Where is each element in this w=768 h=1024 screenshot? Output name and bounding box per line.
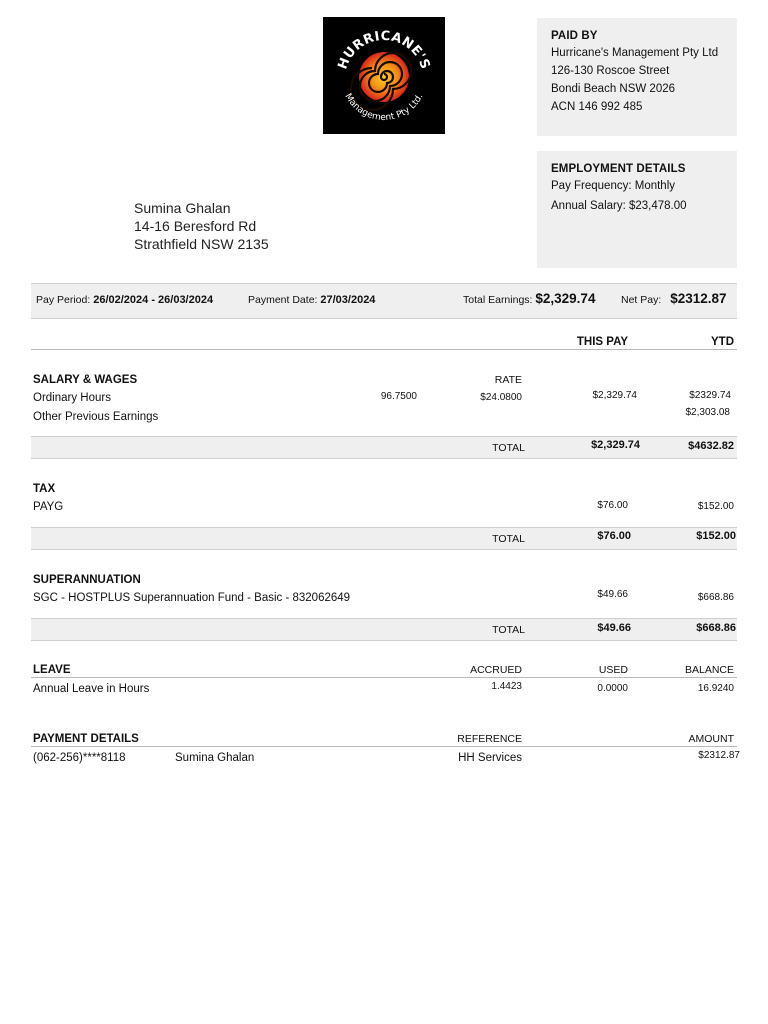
- super-total-ytd: $668.86: [696, 622, 736, 634]
- amount-header: AMOUNT: [688, 733, 734, 745]
- ordinary-hours-label: Ordinary Hours: [33, 392, 111, 404]
- super-total-this-pay: $49.66: [597, 622, 631, 634]
- employment-details-panel: [537, 151, 737, 268]
- other-earnings-ytd: $2,303.08: [685, 407, 730, 418]
- payg-ytd: $152.00: [697, 501, 734, 512]
- net-pay-value: $2312.87: [670, 291, 727, 306]
- divider: [31, 677, 737, 678]
- logo-arc-text: HURRICANE'S: [335, 28, 433, 72]
- net-pay: [621, 291, 727, 306]
- ordinary-hours-this-pay: $2,329.74: [592, 390, 637, 401]
- paid-by-line: Bondi Beach NSW 2026: [551, 83, 676, 95]
- paid-by-line: Hurricane's Management Pty Ltd: [551, 47, 719, 59]
- tax-section-title: TAX: [33, 483, 56, 495]
- divider: [31, 349, 737, 350]
- ordinary-hours-qty: 96.7500: [380, 391, 417, 402]
- salary-total-label: TOTAL: [492, 442, 525, 454]
- total-earnings-label: Total Earnings:: [463, 294, 533, 306]
- logo-sub-text: Management Pty Ltd.: [342, 92, 426, 124]
- accrued-header: ACCRUED: [470, 664, 522, 676]
- annual-leave-used: 0.0000: [597, 683, 628, 694]
- company-logo: [323, 17, 445, 134]
- super-total-bar: [31, 618, 737, 641]
- super-section-title: SUPERANNUATION: [33, 574, 141, 586]
- super-ytd: $668.86: [697, 592, 734, 603]
- tax-total-this-pay: $76.00: [597, 530, 631, 542]
- pay-period-value: 26/02/2024 - 26/03/2024: [93, 294, 214, 306]
- rate-header: RATE: [494, 374, 522, 386]
- super-this-pay: $49.66: [597, 589, 628, 600]
- salary-total-this-pay: $2,329.74: [591, 439, 640, 451]
- spiral-icon: [351, 52, 411, 110]
- tax-total-label: TOTAL: [492, 533, 525, 545]
- paid-by-title: PAID BY: [551, 30, 598, 42]
- this-pay-header: THIS PAY: [576, 336, 628, 348]
- payment-date: [248, 294, 375, 306]
- ordinary-hours-rate: $24.0800: [480, 392, 522, 403]
- pay-summary-bar: [31, 283, 737, 319]
- payee-name: Sumina Ghalan: [175, 752, 255, 764]
- employee-suburb: Strathfield NSW 2135: [134, 236, 269, 252]
- salary-total-ytd: $4632.82: [688, 440, 734, 452]
- total-earnings-value: $2,329.74: [535, 291, 596, 306]
- ytd-header: YTD: [711, 336, 734, 348]
- reference-header: REFERENCE: [457, 733, 522, 745]
- paid-by-line: 126-130 Roscoe Street: [551, 65, 670, 77]
- payment-date-label: Payment Date:: [248, 294, 318, 306]
- employee-name: Sumina Ghalan: [134, 200, 231, 216]
- paid-by-line: ACN 146 992 485: [551, 101, 643, 113]
- annual-leave-accrued: 1.4423: [491, 681, 522, 692]
- annual-salary: Annual Salary: $23,478.00: [551, 200, 687, 212]
- net-pay-label: Net Pay:: [621, 294, 662, 306]
- total-earnings: [463, 291, 595, 306]
- leave-section-title: LEAVE: [33, 664, 71, 676]
- tax-total-ytd: $152.00: [696, 530, 736, 542]
- employee-street: 14-16 Beresford Rd: [134, 218, 257, 234]
- payment-amount: $2312.87: [698, 750, 740, 761]
- super-total-label: TOTAL: [492, 624, 525, 636]
- pay-period: [36, 294, 213, 306]
- payment-section-title: PAYMENT DETAILS: [33, 733, 139, 745]
- balance-header: BALANCE: [684, 664, 734, 676]
- divider: [31, 746, 737, 747]
- payg-label: PAYG: [33, 501, 64, 513]
- pay-frequency: Pay Frequency: Monthly: [551, 180, 676, 192]
- tax-total-bar: [31, 527, 737, 550]
- paid-by-panel: [537, 18, 737, 136]
- payg-this-pay: $76.00: [597, 500, 628, 511]
- payment-reference: HH Services: [458, 752, 522, 764]
- payment-date-value: 27/03/2024: [320, 294, 376, 306]
- pay-period-label: Pay Period:: [36, 294, 91, 306]
- employment-title: EMPLOYMENT DETAILS: [551, 163, 686, 175]
- super-fund-label: SGC - HOSTPLUS Superannuation Fund - Basic - 832062649: [33, 592, 351, 604]
- ordinary-hours-ytd: $2329.74: [689, 390, 731, 401]
- annual-leave-label: Annual Leave in Hours: [33, 683, 150, 695]
- bank-account: (062-256)****8118: [33, 752, 126, 764]
- salary-section-title: SALARY & WAGES: [33, 374, 138, 386]
- annual-leave-balance: 16.9240: [697, 683, 734, 694]
- other-earnings-label: Other Previous Earnings: [33, 411, 159, 423]
- used-header: USED: [598, 664, 628, 676]
